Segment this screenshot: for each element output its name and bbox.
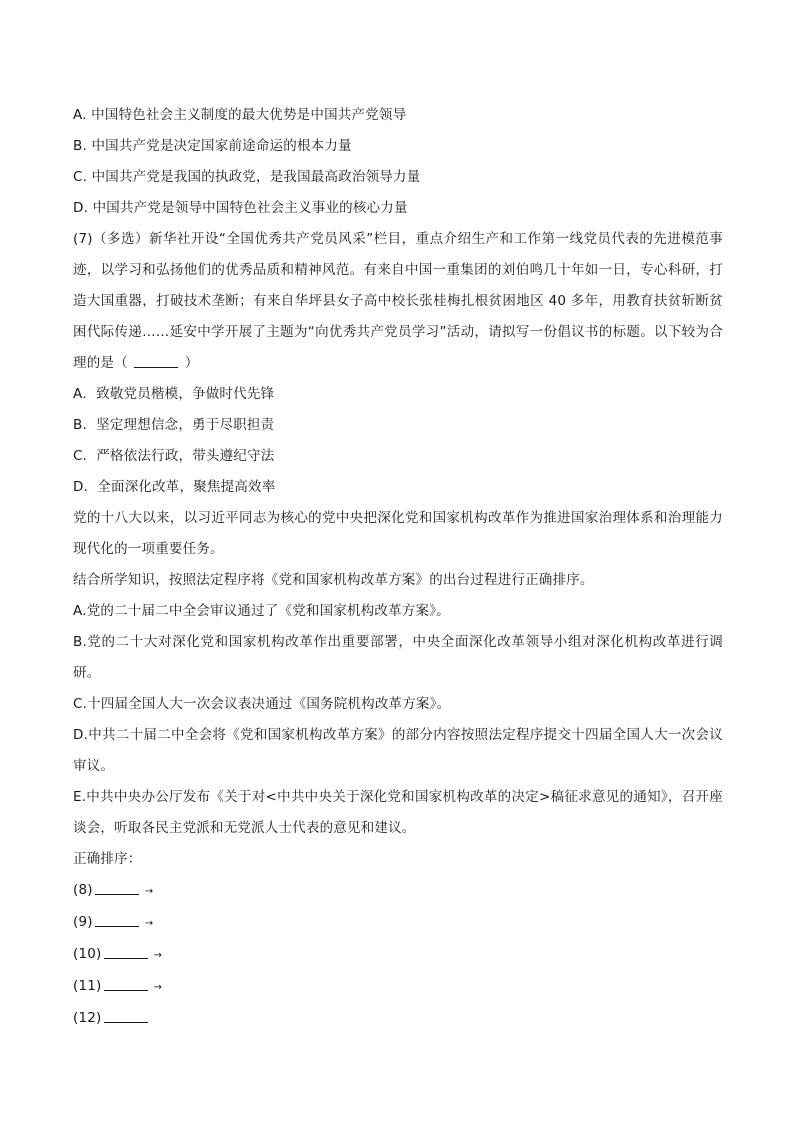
q7-type: （多选） [92, 231, 149, 247]
order-slot-number: (10) [73, 946, 102, 962]
intro-paragraph: 党的十八大以来，以习近平同志为核心的党中央把深化党和国家机构改革作为推进国家治理体系和治理能力现代化的一项重要任务。 [73, 510, 723, 557]
q7-option-d: D．全面深化改革，聚焦提高效率 [73, 479, 276, 495]
q6-option-d: D. 中国共产党是领导中国特色社会主义事业的核心力量 [73, 200, 408, 216]
q6-option-a: A. 中国特色社会主义制度的最大优势是中国共产党领导 [73, 107, 407, 123]
step-b: B.党的二十大对深化党和国家机构改革作出重要部署，中央全面深化改革领导小组对深化机构改革进行调研。 [73, 634, 723, 681]
order-slot-12 [73, 1003, 723, 1034]
step-e: E.中共中央办公厅发布《关于对<中共中央关于深化党和国家机构改革的决定>稿征求意见的通知》，召开座谈会，听取各民主党派和无党派人士代表的意见和建议。 [73, 789, 723, 836]
order-slot-blank[interactable] [95, 880, 139, 895]
q7-question [73, 224, 723, 379]
q6-option-b: B. 中国共产党是决定国家前途命运的根本力量 [73, 138, 352, 154]
order-slot-9 [73, 907, 723, 939]
arrow-icon: → [144, 918, 154, 929]
order-slot-11 [73, 971, 723, 1003]
arrow-icon: → [153, 950, 163, 961]
order-slot-number: (11) [73, 978, 102, 994]
q7-number: (7) [73, 231, 93, 247]
q7-option-c: C．严格依法行政，带头遵纪守法 [73, 448, 275, 464]
order-slot-number: (9) [73, 914, 93, 930]
order-slot-blank[interactable] [95, 912, 139, 927]
q7-answer-blank[interactable] [134, 353, 178, 368]
q6-option-c: C. 中国共产党是我国的执政党，是我国最高政治领导力量 [73, 169, 421, 185]
q7-stem-end: ） [184, 355, 199, 371]
order-slot-number: (8) [73, 882, 93, 898]
order-slot-blank[interactable] [104, 944, 148, 959]
document-content [73, 100, 723, 1034]
order-slot-blank[interactable] [104, 976, 148, 991]
order-slot-number: (12) [73, 1010, 102, 1026]
instruction-paragraph: 结合所学知识，按照法定程序将《党和国家机构改革方案》的出台过程进行正确排序。 [73, 572, 594, 588]
arrow-icon: → [153, 982, 163, 993]
order-label: 正确排序： [73, 851, 142, 867]
arrow-icon: → [144, 886, 154, 897]
q7-stem: 新华社开设“全国优秀共产党员风采”栏目，重点介绍生产和工作第一线党员代表的先进模范事迹，以学习和弘扬他们的优秀品质和精神风范。有来自中国一重集团的刘伯鸣几十年如一日，专心科研，打造大国重器，打破技术垄断；有来自华坪县女子高中校长张桂梅扎根贫困地区 40 多年，用教育扶贫斩断贫困代际传递……延安中学开展了主题为“向优秀共产党员学习”活动，请拟写一份倡议书的标题。以下较为合理的是（ [73, 231, 723, 371]
step-c: C.十四届全国人大一次会议表决通过《国务院机构改革方案》。 [73, 696, 451, 712]
step-a: A.党的二十届二中全会审议通过了《党和国家机构改革方案》。 [73, 603, 450, 619]
q7-option-a: A．致敬党员楷模，争做时代先锋 [73, 386, 275, 402]
order-slot-blank[interactable] [104, 1008, 148, 1023]
step-d: D.中共二十届二中全会将《党和国家机构改革方案》的部分内容按照法定程序提交十四届全国人大一次会议审议。 [73, 727, 723, 774]
order-slot-10 [73, 939, 723, 971]
order-slot-8 [73, 875, 723, 907]
q7-option-b: B．坚定理想信念，勇于尽职担责 [73, 417, 275, 433]
